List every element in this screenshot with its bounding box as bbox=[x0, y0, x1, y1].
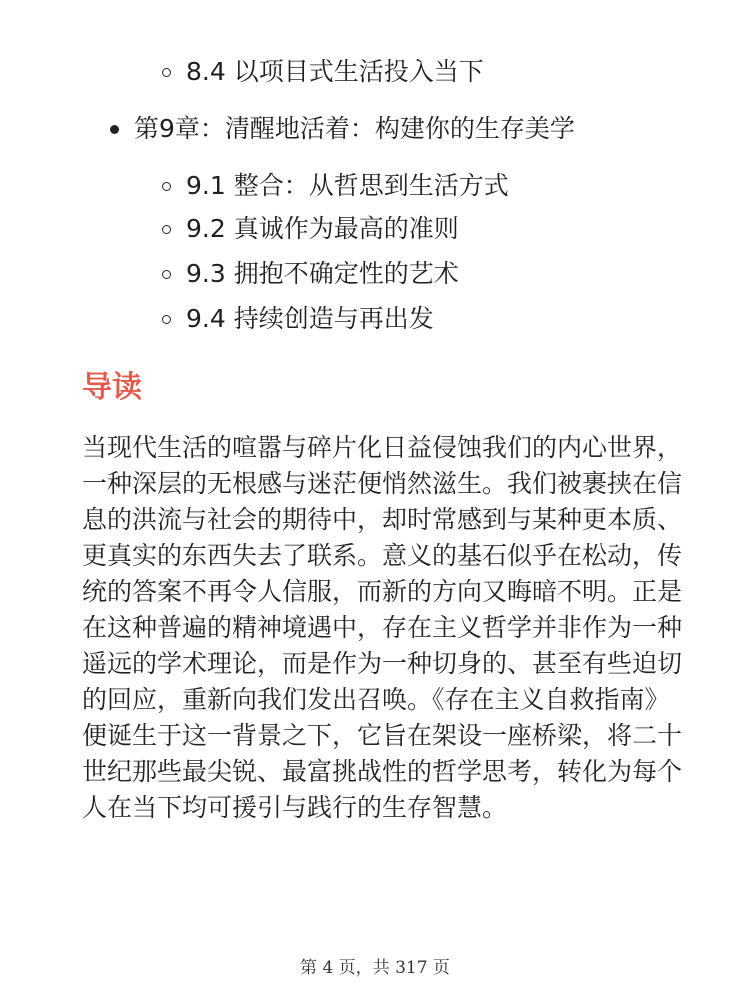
toc-item-label: 8.4 以项目式生活投入当下 bbox=[186, 57, 484, 86]
toc-item bbox=[162, 57, 484, 87]
toc-item-label: 9.2 真诚作为最高的准则 bbox=[186, 214, 459, 243]
toc-item bbox=[162, 259, 459, 289]
circle-bullet-icon bbox=[162, 270, 171, 279]
section-heading: 导读 bbox=[82, 370, 142, 405]
dot-bullet-icon bbox=[110, 125, 119, 134]
circle-bullet-icon bbox=[162, 315, 171, 324]
toc-chapter-label: 第9章：清醒地活着：构建你的生存美学 bbox=[134, 114, 575, 143]
toc-item bbox=[162, 171, 509, 201]
circle-bullet-icon bbox=[162, 182, 171, 191]
toc-item bbox=[162, 214, 459, 244]
page-number-footer: 第 4 页，共 317 页 bbox=[300, 958, 450, 978]
toc-item bbox=[162, 304, 434, 334]
toc-item-label: 9.4 持续创造与再出发 bbox=[186, 304, 434, 333]
circle-bullet-icon bbox=[162, 225, 171, 234]
circle-bullet-icon bbox=[162, 68, 171, 77]
toc-item-label: 9.1 整合：从哲思到生活方式 bbox=[186, 171, 509, 200]
intro-paragraph: 当现代生活的喧嚣与碎片化日益侵蚀我们的内心世界，一种深层的无根感与迷茫便悄然滋生。我们被裹挟在信息的洪流与社会的期待中，却时常感到与某种更本质、更真实的东西失去了联系。意义的基石似乎在松动，传统的答案不再令人信服，而新的方向又晦暗不明。正是在这种普遍的精神境遇中，存在主义哲学并非作为一种遥远的学术理论，而是作为一种切身的、甚至有些迫切的回应，重新向我们发出召唤。《存在主义自救指南》便诞生于这一背景之下，它旨在架设一座桥梁，将二十世纪那些最尖锐、最富挑战性的哲学思考，转化为每个人在当下均可援引与践行的生存智慧。 bbox=[82, 433, 683, 822]
toc-item-label: 9.3 拥抱不确定性的艺术 bbox=[186, 259, 459, 288]
toc-chapter-item bbox=[110, 114, 575, 144]
